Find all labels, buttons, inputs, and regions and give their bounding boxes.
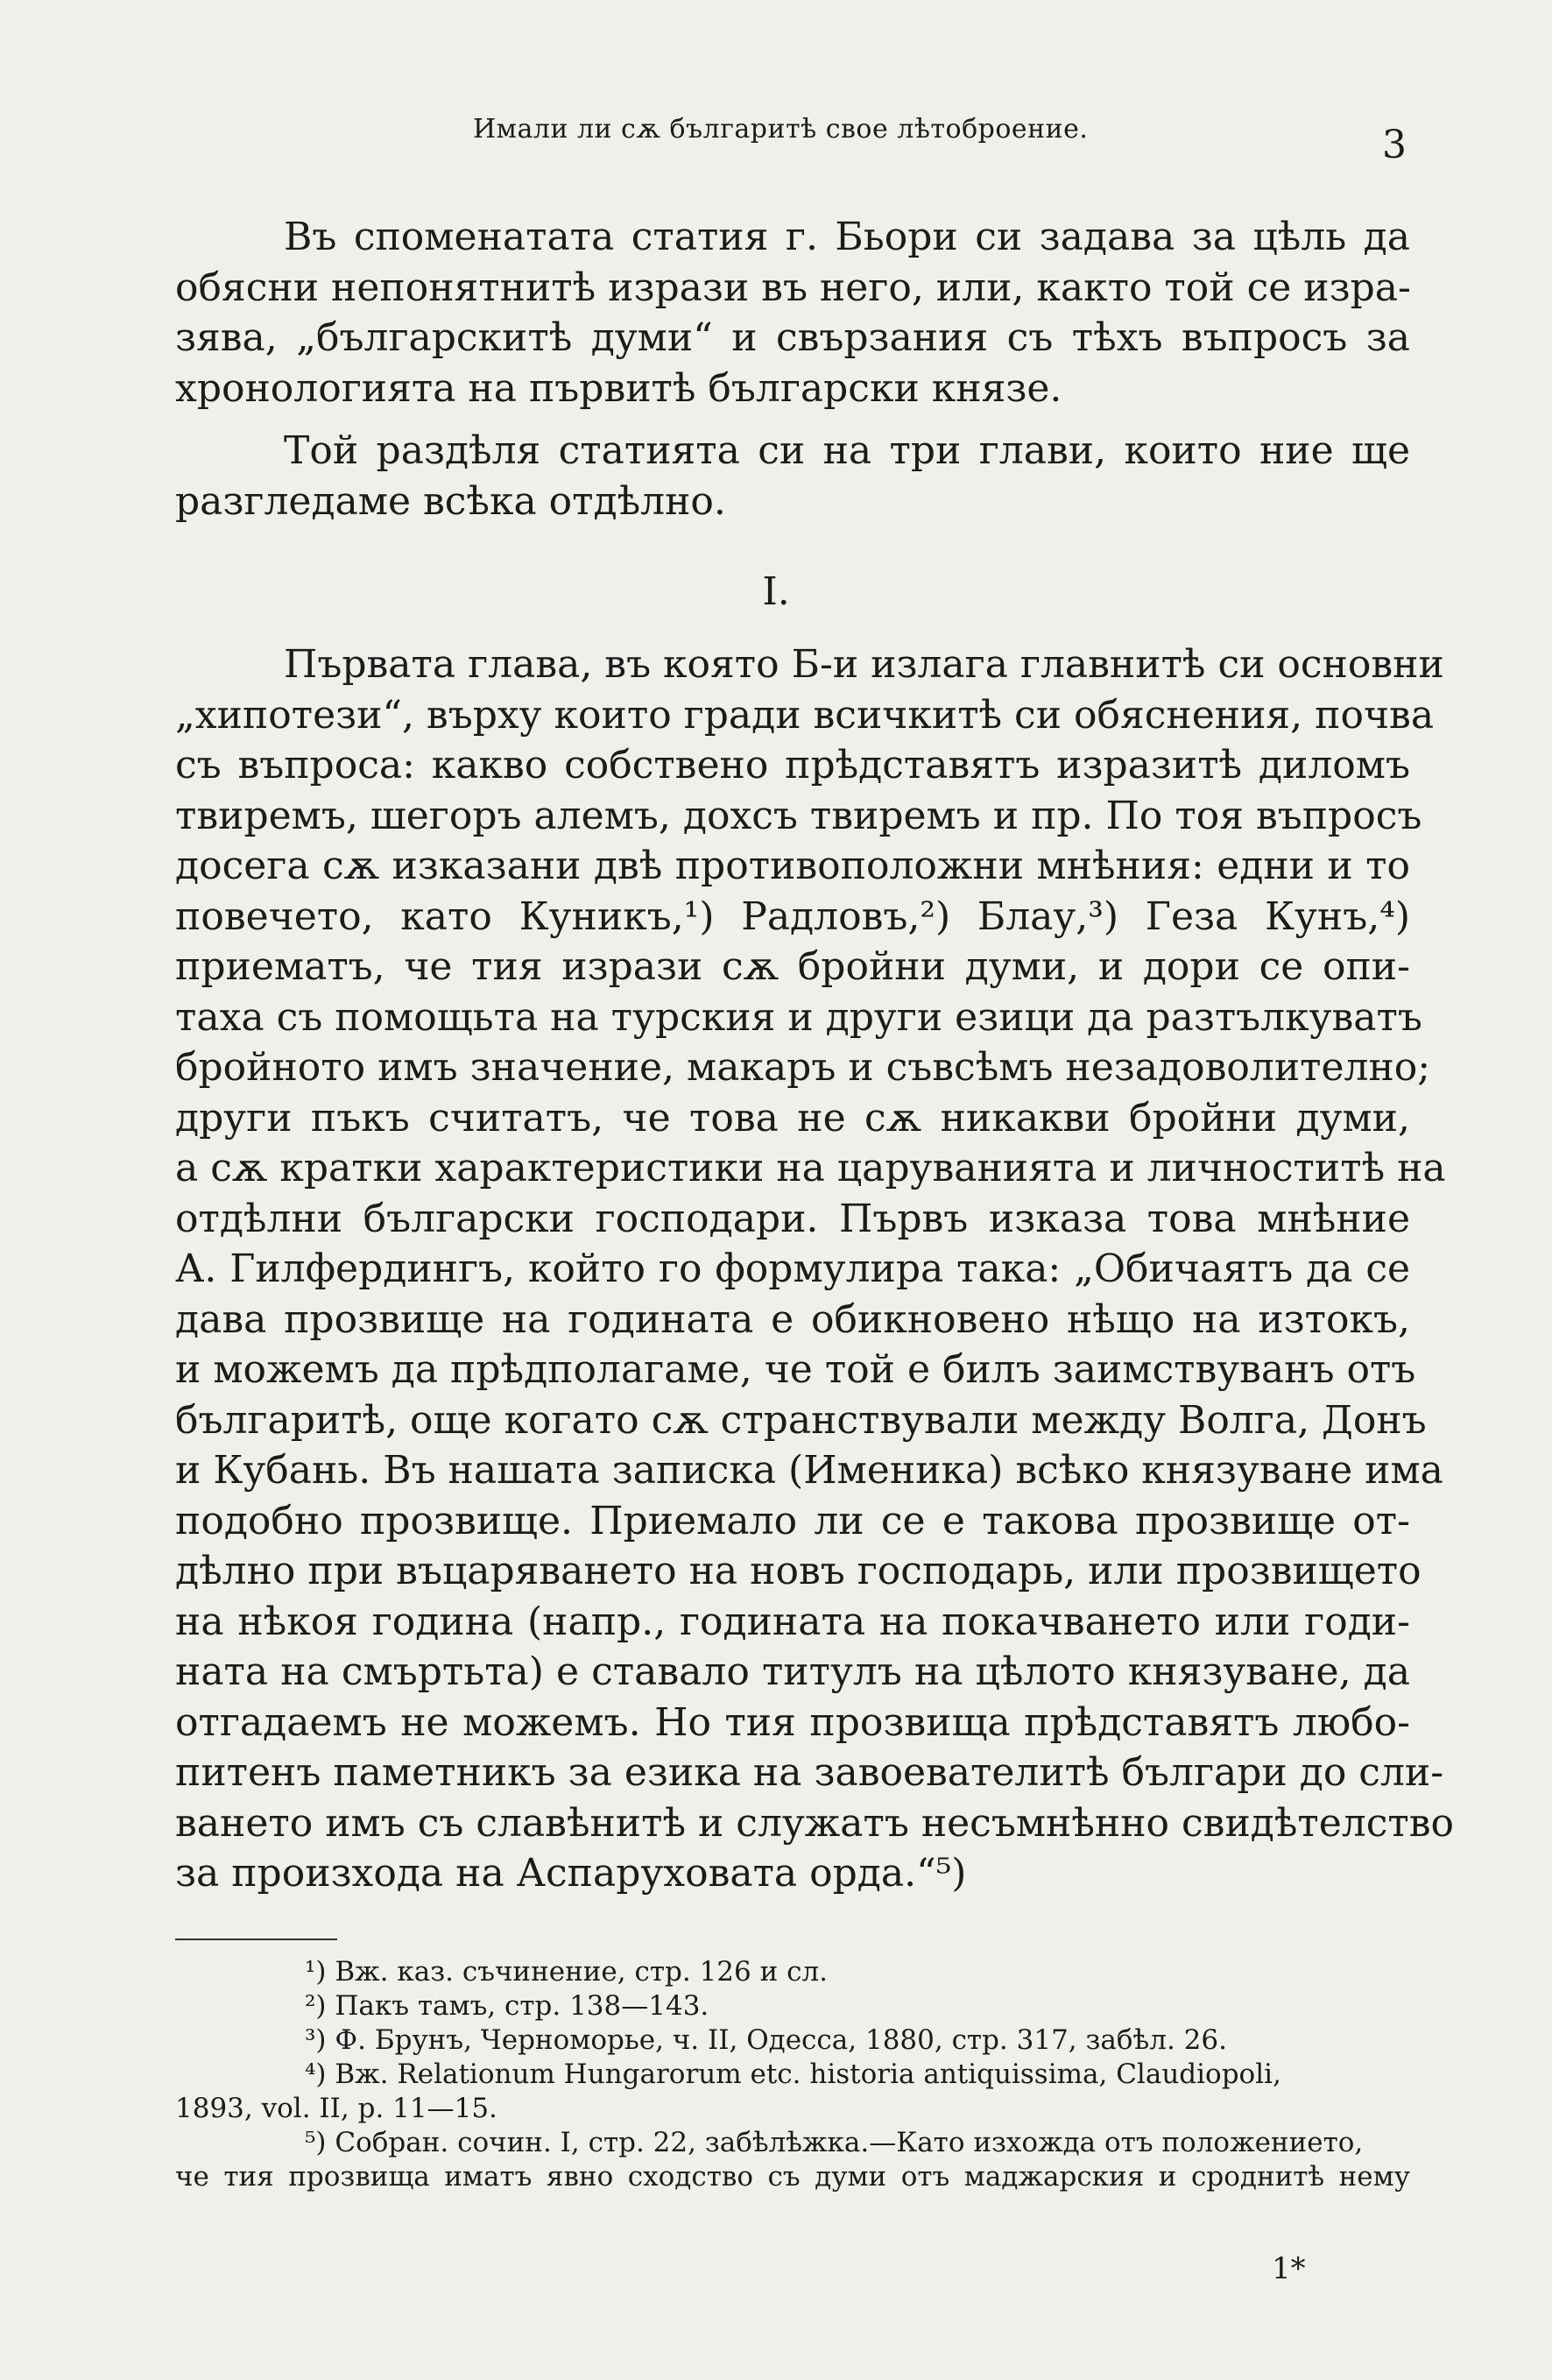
section-heading: I. (762, 569, 790, 614)
text-line: за произхода на Аспаруховата орда.“⁵) (175, 1851, 967, 1896)
footnote-3: ³) Ф. Брунъ, Черноморье, ч. II, Одесса, 1880, стр. 317, забѣл. 26. (305, 2024, 1227, 2056)
text-line: ването имъ съ славѣнитѣ и служатъ несъмнѣнно свидѣтелство (175, 1800, 1454, 1846)
text-line: и Кубань. Въ нашата записка (Именика) всѣко князуване има (175, 1448, 1443, 1493)
text-line: други пъкъ считатъ, че това не сѫ никакви бройни думи, (175, 1095, 1410, 1141)
intro-paragraph-1 (175, 212, 1410, 413)
text-line: Той раздѣля статията си на три глави, които ние ще (284, 428, 1410, 473)
text-line: дѣлно при въцаряването на новъ господарь, или прозвището (175, 1549, 1421, 1593)
footnote-4: ⁴) Вж. Relationum Hungarorum etc. historia antiquissima, Claudiopoli, (305, 2059, 1281, 2090)
footnote-5-continued: че тия прозвища иматъ явно сходство съ думи отъ маджарския и сроднитѣ нему (175, 2161, 1410, 2193)
footnote-2: ²) Пакъ тамъ, стр. 138—143. (305, 1990, 709, 2022)
text-line: бройното имъ значение, макаръ и съвсѣмъ незадоволително; (175, 1045, 1431, 1090)
footnote-separator (175, 1939, 337, 1940)
text-line: повечето, като Куникъ,¹) Радловъ,²) Блау,³) Геза Кунъ,⁴) (175, 893, 1410, 939)
text-line: „хипотези“, върху които гради всичкитѣ си обяснения, почва (175, 692, 1435, 738)
intro-paragraph-2 (175, 426, 1410, 526)
running-head: Имали ли сѫ българитѣ свое лѣтоброение. (473, 114, 1089, 145)
text-line: българитѣ, още когато сѫ странствували между Волга, Донъ (175, 1397, 1427, 1443)
text-line: досега сѫ изказани двѣ противоположни мнѣния: едни и то (175, 844, 1410, 888)
main-paragraph (175, 639, 1454, 1899)
text-line: А. Гилфердингъ, който го формулира така: „Обичаятъ да се (175, 1246, 1410, 1291)
footnote-4-continued: 1893, vol. II, p. 11—15. (175, 2093, 497, 2124)
text-line: разгледаме всѣка отдѣлно. (175, 478, 726, 524)
text-line: отгадаемъ не можемъ. Но тия прозвища прѣдставятъ любо- (175, 1699, 1410, 1745)
text-line: обясни непонятнитѣ изрази въ него, или, както той се изра- (175, 265, 1411, 310)
page-number: 3 (1382, 123, 1407, 167)
text-line: Първата глава, въ която Б-и излага главнитѣ си основни (284, 642, 1444, 687)
text-line: таха съ помощьта на турския и други езици да разтълкуватъ (175, 994, 1422, 1040)
text-line: на нѣкоя година (напр., годината на покачването или годи- (175, 1599, 1410, 1644)
text-line: ната на смъртьта) е ставало титулъ на цѣлото князуване, да (175, 1649, 1410, 1694)
text-line: твиремъ, шегоръ алемъ, дохсъ твиремъ и пр. По тоя въпросъ (175, 793, 1422, 838)
text-line: дава прозвище на годината е обикновено нѣщо на изтокъ, (175, 1296, 1410, 1342)
text-line: Въ споменатата статия г. Бьори си задава за цѣль да (284, 215, 1410, 259)
text-line: отдѣлни български господари. Първъ изказа това мнѣние (175, 1196, 1410, 1241)
footnote-5: ⁵) Собран. сочин. I, стр. 22, забѣлѣжка.—Като изхожда отъ положението, (305, 2127, 1364, 2158)
footnotes (175, 1955, 1410, 2194)
text-line: съ въпроса: какво собствено прѣдставятъ изразитѣ диломъ (175, 743, 1410, 787)
text-line: питенъ паметникъ за езика на завоевателитѣ българи до сли- (175, 1750, 1444, 1795)
text-line: приематъ, че тия изрази сѫ бройни думи, и дори се опи- (175, 944, 1410, 989)
text-line: хронологията на първитѣ български князе. (175, 365, 1062, 411)
signature-mark: 1* (1272, 2251, 1306, 2286)
text-line: подобно прозвище. Приемало ли се е такова прозвище от- (175, 1498, 1410, 1543)
text-line: зява, „българскитѣ думи“ и свързания съ тѣхъ въпросъ за (175, 315, 1410, 360)
footnote-1: ¹) Вж. каз. съчинение, стр. 126 и сл. (305, 1956, 828, 1988)
text-line: и можемъ да прѣдполагаме, че той е билъ заимствуванъ отъ (175, 1347, 1416, 1392)
text-line: а сѫ кратки характеристики на царуванията и личноститѣ на (175, 1146, 1446, 1190)
